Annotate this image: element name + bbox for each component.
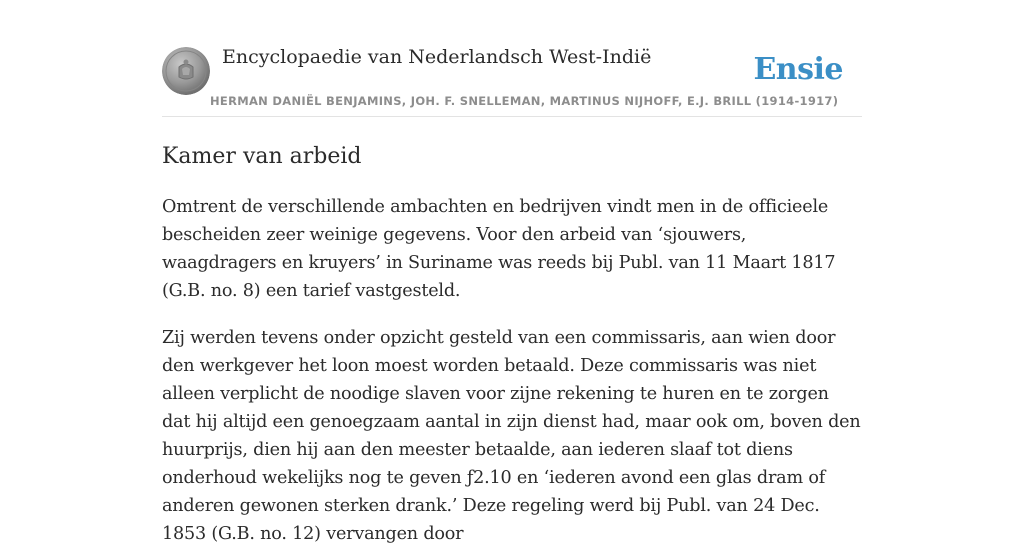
entry-title: Kamer van arbeid [162, 144, 362, 169]
coin-emblem-icon [162, 47, 210, 95]
authors-line: HERMAN DANIËL BENJAMINS, JOH. F. SNELLEMAN, MARTINUS NIJHOFF, E.J. BRILL (1914-1917) [210, 94, 839, 108]
header [162, 0, 862, 117]
page [162, 0, 862, 548]
book-title[interactable]: Encyclopaedie van Nederlandsch West-Indië [222, 46, 652, 68]
entry-body [162, 193, 862, 548]
entry-paragraph: Zij werden tevens onder opzicht gesteld van een commissaris, aan wien door den werkgever het loon moest worden betaald. Deze commissaris was niet alleen verplicht de noodige slaven voor zijne rekening te huren en te zorgen dat hij altijd een genoegzaam aantal in zijn dienst had, maar ook om, boven den huurprijs, dien hij aan den meester betaalde, aan iederen slaaf tot diens onderhoud wekelijks nog te geven ƒ2.10 en ‘iederen avond een glas dram of anderen gewonen sterken drank.’ Deze regeling werd bij Publ. van 24 Dec. 1853 (G.B. no. 12) vervangen door [162, 328, 861, 544]
brand-logo[interactable]: Ensie [753, 52, 843, 87]
entry-paragraph: Omtrent de verschillende ambachten en bedrijven vindt men in de officieele bescheiden zeer weinige gegevens. Voor den arbeid van ‘sjouwers, waagdragers en kruyers’ in Suriname was reeds bij Publ. van 11 Maart 1817 (G.B. no. 8) een tarief vastgesteld. [162, 197, 836, 301]
